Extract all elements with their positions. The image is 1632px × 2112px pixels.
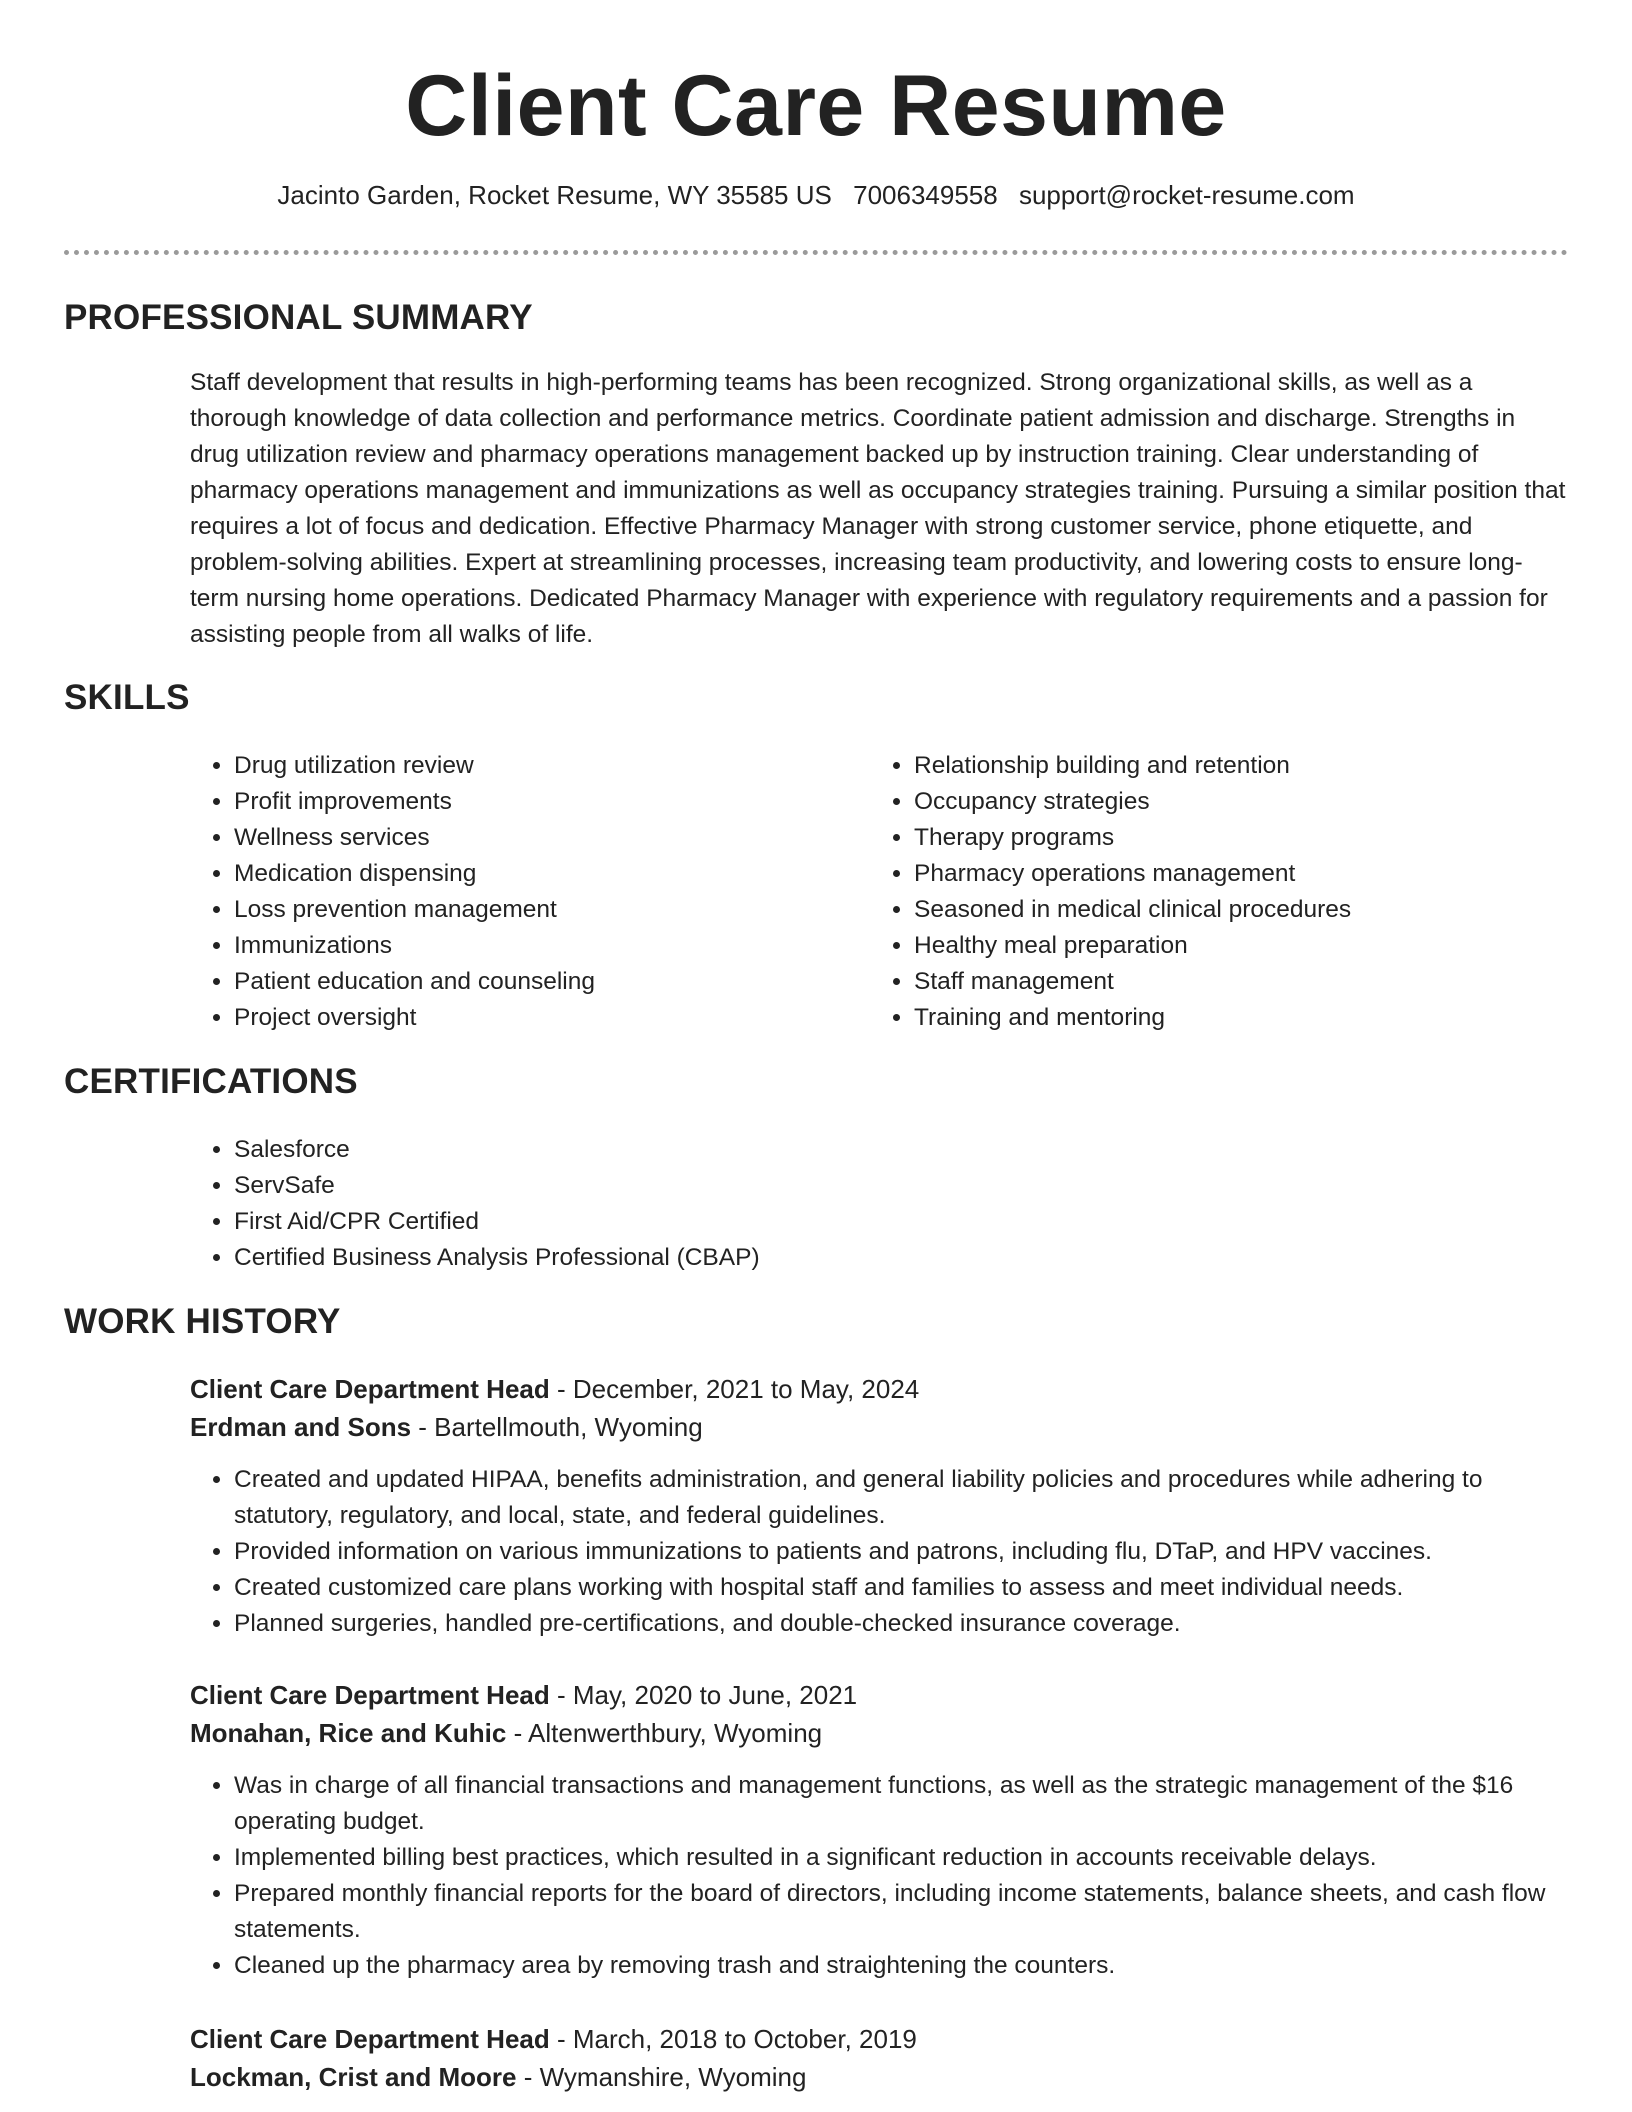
contact-address: Jacinto Garden, Rocket Resume, WY 35585 US [277,180,832,210]
skill-item: • Pharmacy operations management [914,856,1550,892]
skill-item: • Loss prevention management [234,892,830,928]
job-dates: - December, 2021 to May, 2024 [549,1374,920,1404]
job-company-line [190,1714,1568,1752]
job-duties [190,1462,1568,1642]
skills-heading: SKILLS [64,678,190,717]
skill-item: • Profit improvements [234,784,830,820]
job-title: Client Care Department Head [190,1374,550,1404]
job-company: Lockman, Crist and Moore [190,2062,517,2092]
job-duty: • Cleaned up the pharmacy area by removing trash and straightening the counters. [234,1948,1568,1984]
job-title-line [190,2020,1568,2058]
skill-item: • Medication dispensing [234,856,830,892]
job-entry [190,1676,1568,1984]
job-title: Client Care Department Head [190,1680,550,1710]
certifications-list [190,1132,1190,1276]
job-company: Erdman and Sons [190,1412,412,1442]
skill-item: • Seasoned in medical clinical procedures [914,892,1550,928]
skills-list-left [190,748,830,1036]
skill-item: • Relationship building and retention [914,748,1550,784]
job-entry [190,2020,1568,2096]
contact-line [64,178,1568,212]
job-duties [190,1768,1568,1984]
job-duty: • Created and updated HIPAA, benefits administration, and general liability policies and procedures while adhering to statutory, regulatory, and local, state, and federal guidelines. [234,1462,1568,1534]
skill-item: • Drug utilization review [234,748,830,784]
summary-text: Staff development that results in high-performing teams has been recognized. Strong organizational skills, as well as a thorough knowledge of data collection and performance metrics. Coordinate patient admission and discharge. Strengths in drug utilization review and pharmacy operations management backed up by instruction training. Clear understanding of pharmacy operations management and immunizations as well as occupancy strategies training. Pursuing a similar position that requires a lot of focus and dedication. Effective Pharmacy Manager with strong customer service, phone etiquette, and problem-solving abilities. Expert at streamlining processes, increasing team productivity, and lowering costs to ensure long-term nursing home operations. Dedicated Pharmacy Manager with experience with regulatory requirements and a passion for assisting people from all walks of life. [190,369,1566,648]
skill-item: • Therapy programs [914,820,1550,856]
skill-item: • Healthy meal preparation [914,928,1550,964]
job-dates: - March, 2018 to October, 2019 [549,2024,917,2054]
job-duty: • Prepared monthly financial reports for the board of directors, including income statements, balance sheets, and cash flow statements. [234,1876,1568,1948]
job-duty: • Implemented billing best practices, which resulted in a significant reduction in accounts receivable delays. [234,1840,1568,1876]
job-duty: • Was in charge of all financial transactions and management functions, as well as the strategic management of the $16 operating budget. [234,1768,1568,1840]
certification-item: • Salesforce [234,1132,1190,1168]
job-duty: • Created customized care plans working with hospital staff and families to assess and meet individual needs. [234,1570,1568,1606]
certification-item: • Certified Business Analysis Professional (CBAP) [234,1240,1190,1276]
certifications-heading: CERTIFICATIONS [64,1062,358,1101]
certification-item: • First Aid/CPR Certified [234,1204,1190,1240]
resume-title: Client Care Resume [405,58,1227,154]
header-divider [64,250,1568,255]
resume-page [64,0,1568,2092]
skill-item: • Occupancy strategies [914,784,1550,820]
job-title-line [190,1370,1568,1408]
contact-phone: 7006349558 [853,180,998,210]
job-entry [190,1370,1568,1642]
job-location: - Bartellmouth, Wyoming [411,1412,703,1442]
skill-item: • Training and mentoring [914,1000,1550,1036]
job-duty: • Provided information on various immunizations to patients and patrons, including flu, DTaP, and HPV vaccines. [234,1534,1568,1570]
job-company: Monahan, Rice and Kuhic [190,1718,507,1748]
job-duty: • Planned surgeries, handled pre-certifications, and double-checked insurance coverage. [234,1606,1568,1642]
skill-item: • Immunizations [234,928,830,964]
job-title: Client Care Department Head [190,2024,550,2054]
job-title-line [190,1676,1568,1714]
job-company-line [190,1408,1568,1446]
contact-email: support@rocket-resume.com [1018,180,1355,210]
certification-item: • ServSafe [234,1168,1190,1204]
summary-heading: PROFESSIONAL SUMMARY [64,298,533,337]
skill-item: • Project oversight [234,1000,830,1036]
job-dates: - May, 2020 to June, 2021 [549,1680,858,1710]
skill-item: • Staff management [914,964,1550,1000]
skill-item: • Patient education and counseling [234,964,830,1000]
skill-item: • Wellness services [234,820,830,856]
job-location: - Altenwerthbury, Wyoming [506,1718,823,1748]
skills-list-right [870,748,1550,1036]
work-history-heading: WORK HISTORY [64,1302,341,1341]
job-location: - Wymanshire, Wyoming [516,2062,807,2092]
job-company-line [190,2058,1568,2096]
